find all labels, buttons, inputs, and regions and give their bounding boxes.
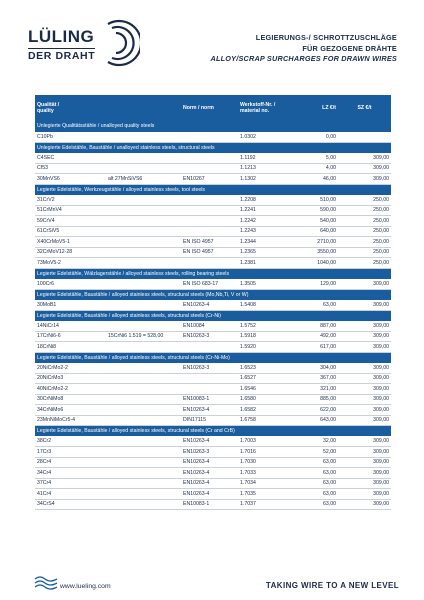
cell-note: alt 27MnSiVS6 [106, 174, 181, 185]
cell-note [106, 258, 181, 269]
cell-quality: Cf53 [35, 163, 106, 174]
cell-quality: 34Cr4 [35, 468, 106, 479]
cell-sz: 309,00 [338, 436, 391, 447]
section-header-row [35, 184, 391, 195]
cell-note [106, 457, 181, 468]
cell-lz: 63,00 [293, 457, 338, 468]
cell-quality: 30MoB1 [35, 300, 106, 311]
cell-sz: 250,00 [338, 226, 391, 237]
cell-quality: C4SEC [35, 153, 106, 164]
section-title: Legierte Edelstähle, Baustähle / alloyed stainless steels, structural steels (Mo,Nb,Ti, V or W) [35, 289, 391, 300]
cell-lz: 540,00 [293, 216, 338, 227]
cell-lz: 510,00 [293, 195, 338, 206]
cell-quality: 61CrSiV5 [35, 226, 106, 237]
cell-norm: EN10267 [181, 174, 238, 185]
section-title: Legierte Edelstähle, Baustähle / alloyed stainless steels, structural steels (Cr-Ni-Mo) [35, 352, 391, 363]
table-row [35, 216, 391, 227]
cell-norm: DIN17115 [181, 415, 238, 426]
table-row [35, 174, 391, 185]
cell-lz: 640,00 [293, 226, 338, 237]
table-row [35, 331, 391, 342]
table-row [35, 258, 391, 269]
cell-sz: 309,00 [338, 489, 391, 500]
cell-note [106, 205, 181, 216]
cell-sz: 250,00 [338, 205, 391, 216]
cell-sz: 309,00 [338, 478, 391, 489]
table-row [35, 237, 391, 248]
cell-material-no: 1.2381 [238, 258, 293, 269]
header-lz: LZ €/t [293, 95, 338, 121]
table-row [35, 478, 391, 489]
cell-quality: X40CrMoV5-1 [35, 237, 106, 248]
wave-icon [34, 576, 58, 590]
cell-note [106, 216, 181, 227]
cell-note [106, 468, 181, 479]
cell-sz: 309,00 [338, 153, 391, 164]
cell-lz: 492,00 [293, 331, 338, 342]
cell-sz: 309,00 [338, 499, 391, 510]
cell-sz: 309,00 [338, 342, 391, 353]
cell-quality: 30MnVS6 [35, 174, 106, 185]
table-row [35, 153, 391, 164]
table-row [35, 300, 391, 311]
cell-material-no: 1.2365 [238, 247, 293, 258]
cell-norm: EN ISO 683-17 [181, 279, 238, 290]
cell-lz: 46,00 [293, 174, 338, 185]
cell-sz: 309,00 [338, 363, 391, 374]
cell-lz: 590,00 [293, 205, 338, 216]
cell-sz: 309,00 [338, 447, 391, 458]
cell-norm: EN10263-4 [181, 405, 238, 416]
cell-lz: 32,00 [293, 436, 338, 447]
cell-norm: EN10083-1 [181, 499, 238, 510]
header-norm: Norm / norm [181, 95, 238, 121]
website-link[interactable]: www.lueling.com [60, 583, 111, 590]
footer-slogan: TAKING WIRE TO A NEW LEVEL [265, 581, 399, 590]
cell-norm: EN10263-4 [181, 300, 238, 311]
cell-norm [181, 373, 238, 384]
cell-lz: 367,00 [293, 373, 338, 384]
cell-note [106, 499, 181, 510]
cell-quality: 40NiCrMo2-2 [35, 384, 106, 395]
cell-norm: EN10263-4 [181, 489, 238, 500]
cell-material-no: 1.6582 [238, 405, 293, 416]
cell-lz: 129,00 [293, 279, 338, 290]
cell-material-no: 1.2241 [238, 205, 293, 216]
table-row [35, 394, 391, 405]
cell-quality: 51CrMnV4 [35, 205, 106, 216]
cell-material-no: 1.6523 [238, 363, 293, 374]
cell-quality: 59CrV4 [35, 216, 106, 227]
cell-norm [181, 195, 238, 206]
cell-note [106, 163, 181, 174]
surcharge-table [35, 95, 391, 510]
cell-material-no: 1.5408 [238, 300, 293, 311]
table-row [35, 342, 391, 353]
cell-quality: 23MnNiMoCr5-4 [35, 415, 106, 426]
cell-material-no: 1.3505 [238, 279, 293, 290]
cell-material-no: 1.6546 [238, 384, 293, 395]
cell-norm [181, 216, 238, 227]
cell-material-no: 1.5918 [238, 331, 293, 342]
title-line-de-2: FÜR GEZOGENE DRÄHTE [302, 43, 397, 53]
cell-norm [181, 258, 238, 269]
logo-wordmark: LÜLING [28, 27, 95, 46]
cell-norm: EN10263-4 [181, 478, 238, 489]
cell-note [106, 384, 181, 395]
header-sz: SZ €/t [338, 95, 391, 121]
table-row [35, 447, 391, 458]
cell-norm [181, 132, 238, 143]
cell-lz: 3550,00 [293, 247, 338, 258]
cell-quality: 38Cr2 [35, 436, 106, 447]
cell-material-no: 1.2344 [238, 237, 293, 248]
section-title: Legierte Edelstähle, Wälzlagerstähle / alloyed stainless steels, rolling bearing steels [35, 268, 391, 279]
cell-note [106, 279, 181, 290]
cell-material-no: 1.7035 [238, 489, 293, 500]
cell-lz: 5,00 [293, 153, 338, 164]
section-title: Legierte Edelstähle, Baustähle / alloyed stainless steels, structural steels (Cr and CrB) [35, 426, 391, 437]
cell-sz: 250,00 [338, 258, 391, 269]
cell-quality: 31CrV2 [35, 195, 106, 206]
cell-lz: 4,00 [293, 163, 338, 174]
cell-norm: EN ISO 4957 [181, 247, 238, 258]
title-line-de-1: LEGIERUNGS-/ SCHROTTZUSCHLÄGE [255, 33, 397, 42]
cell-sz: 309,00 [338, 384, 391, 395]
cell-note: 15CrNi6 1.519 = 528,00 [106, 331, 181, 342]
cell-note [106, 447, 181, 458]
table-row [35, 132, 391, 143]
title-line-en: ALLOY/SCRAP SURCHARGES FOR DRAWN WIRES [210, 54, 397, 63]
cell-material-no: 1.0302 [238, 132, 293, 143]
cell-norm: EN10263-3 [181, 447, 238, 458]
cell-norm [181, 205, 238, 216]
cell-norm: EN10263-4 [181, 457, 238, 468]
cell-sz: 250,00 [338, 195, 391, 206]
cell-sz: 309,00 [338, 394, 391, 405]
cell-note [106, 300, 181, 311]
section-header-row [35, 310, 391, 321]
cell-sz: 309,00 [338, 331, 391, 342]
cell-sz: 250,00 [338, 247, 391, 258]
cell-note [106, 195, 181, 206]
cell-sz: 309,00 [338, 174, 391, 185]
cell-note [106, 405, 181, 416]
document-title [210, 33, 397, 65]
table-row [35, 321, 391, 332]
section-header-row [35, 289, 391, 300]
cell-sz: 309,00 [338, 457, 391, 468]
section-header-row [35, 268, 391, 279]
cell-sz: 309,00 [338, 279, 391, 290]
cell-lz: 622,00 [293, 405, 338, 416]
cell-norm: EN10263-3 [181, 363, 238, 374]
cell-quality: 20NiCrMo3 [35, 373, 106, 384]
table-row [35, 436, 391, 447]
table-row [35, 415, 391, 426]
cell-material-no: 1.1302 [238, 174, 293, 185]
table-row [35, 226, 391, 237]
cell-quality: 41Cr4 [35, 489, 106, 500]
cell-lz: 887,00 [293, 321, 338, 332]
cell-quality: 73MoV5-2 [35, 258, 106, 269]
table-row [35, 489, 391, 500]
cell-lz: 63,00 [293, 489, 338, 500]
cell-quality: 18CrNi8 [35, 342, 106, 353]
cell-note [106, 237, 181, 248]
cell-note [106, 436, 181, 447]
cell-material-no: 1.7030 [238, 457, 293, 468]
table-row [35, 247, 391, 258]
cell-material-no: 1.1192 [238, 153, 293, 164]
header-empty [106, 95, 181, 121]
cell-sz: 309,00 [338, 468, 391, 479]
cell-sz: 250,00 [338, 216, 391, 227]
cell-material-no: 1.6580 [238, 394, 293, 405]
table-header-row [35, 95, 391, 121]
cell-norm: EN10263-4 [181, 468, 238, 479]
logo-subline: DER DRAHT [28, 50, 96, 62]
cell-lz: 63,00 [293, 300, 338, 311]
cell-norm: EN10083-1 [181, 394, 238, 405]
cell-norm: EN10084 [181, 321, 238, 332]
cell-quality: 17CrNi6-6 [35, 331, 106, 342]
cell-note [106, 363, 181, 374]
cell-norm [181, 226, 238, 237]
cell-material-no: 1.7003 [238, 436, 293, 447]
cell-sz: 309,00 [338, 373, 391, 384]
cell-material-no: 1.6527 [238, 373, 293, 384]
cell-norm [181, 342, 238, 353]
cell-note [106, 132, 181, 143]
cell-norm [181, 384, 238, 395]
cell-note [106, 153, 181, 164]
cell-quality: C10Pb [35, 132, 106, 143]
cell-sz: 309,00 [338, 163, 391, 174]
cell-sz: 250,00 [338, 237, 391, 248]
cell-note [106, 247, 181, 258]
cell-material-no: 1.2208 [238, 195, 293, 206]
section-title: Unlegierte Qualitätsstähle / unalloyed quality steels [35, 121, 391, 132]
cell-lz: 643,00 [293, 415, 338, 426]
table-row [35, 163, 391, 174]
table-row [35, 384, 391, 395]
cell-note [106, 373, 181, 384]
cell-quality: 28Cr4 [35, 457, 106, 468]
cell-quality: 37Cr4 [35, 478, 106, 489]
cell-quality: 100Cr6 [35, 279, 106, 290]
cell-material-no: 1.6758 [238, 415, 293, 426]
cell-material-no: 1.7037 [238, 499, 293, 510]
header-material-no: Werkstoff-Nr. / material no. [238, 95, 293, 121]
cell-note [106, 226, 181, 237]
table-row [35, 205, 391, 216]
table-row [35, 363, 391, 374]
cell-lz: 2710,00 [293, 237, 338, 248]
cell-note [106, 342, 181, 353]
cell-lz: 63,00 [293, 499, 338, 510]
table-row [35, 405, 391, 416]
table-row [35, 279, 391, 290]
header-quality: Qualität / quality [35, 95, 106, 121]
cell-sz: 309,00 [338, 300, 391, 311]
table-body [35, 121, 391, 510]
cell-note [106, 489, 181, 500]
cell-material-no: 1.7034 [238, 478, 293, 489]
cell-lz: 321,00 [293, 384, 338, 395]
table-row [35, 499, 391, 510]
section-header-row [35, 142, 391, 153]
cell-material-no: 1.7033 [238, 468, 293, 479]
table-row [35, 373, 391, 384]
section-header-row [35, 121, 391, 132]
cell-quality: 14NiCr14 [35, 321, 106, 332]
cell-lz: 1040,00 [293, 258, 338, 269]
section-header-row [35, 352, 391, 363]
section-title: Legierte Edelstähle, Werkzeugstähle / alloyed stainless steels, tool steels [35, 184, 391, 195]
cell-lz: 63,00 [293, 468, 338, 479]
cell-material-no: 1.2243 [238, 226, 293, 237]
section-header-row [35, 426, 391, 437]
cell-lz: 0,00 [293, 132, 338, 143]
cell-sz: 309,00 [338, 415, 391, 426]
cell-note [106, 321, 181, 332]
cell-quality: 30CrNiMo8 [35, 394, 106, 405]
cell-norm: EN10263-4 [181, 436, 238, 447]
cell-norm [181, 163, 238, 174]
cell-quality: 17Cr3 [35, 447, 106, 458]
cell-material-no: 1.1213 [238, 163, 293, 174]
cell-note [106, 415, 181, 426]
cell-lz: 52,00 [293, 447, 338, 458]
table-row [35, 195, 391, 206]
cell-sz [338, 132, 391, 143]
cell-quality: 32CrMoV12-28 [35, 247, 106, 258]
cell-quality: 20NiCrMo2-2 [35, 363, 106, 374]
cell-material-no: 1.7016 [238, 447, 293, 458]
cell-note [106, 478, 181, 489]
company-logo [20, 18, 140, 68]
cell-quality: 34CrS4 [35, 499, 106, 510]
cell-lz: 617,00 [293, 342, 338, 353]
cell-material-no: 1.5752 [238, 321, 293, 332]
cell-material-no: 1.2242 [238, 216, 293, 227]
cell-material-no: 1.5920 [238, 342, 293, 353]
cell-norm [181, 153, 238, 164]
cell-norm: EN ISO 4957 [181, 237, 238, 248]
cell-lz: 885,00 [293, 394, 338, 405]
cell-norm: EN10263-3 [181, 331, 238, 342]
section-title: Unlegierte Edelstähle, Baustähle / unalloyed stainless steels, structural steels [35, 142, 391, 153]
cell-note [106, 394, 181, 405]
cell-quality: 34CrNiMo6 [35, 405, 106, 416]
cell-lz: 304,00 [293, 363, 338, 374]
cell-lz: 63,00 [293, 478, 338, 489]
cell-sz: 309,00 [338, 321, 391, 332]
section-title: Legierte Edelstähle, Baustähle / alloyed stainless steels, structural steels (Cr-Ni) [35, 310, 391, 321]
cell-sz: 309,00 [338, 405, 391, 416]
table-row [35, 457, 391, 468]
table-row [35, 468, 391, 479]
